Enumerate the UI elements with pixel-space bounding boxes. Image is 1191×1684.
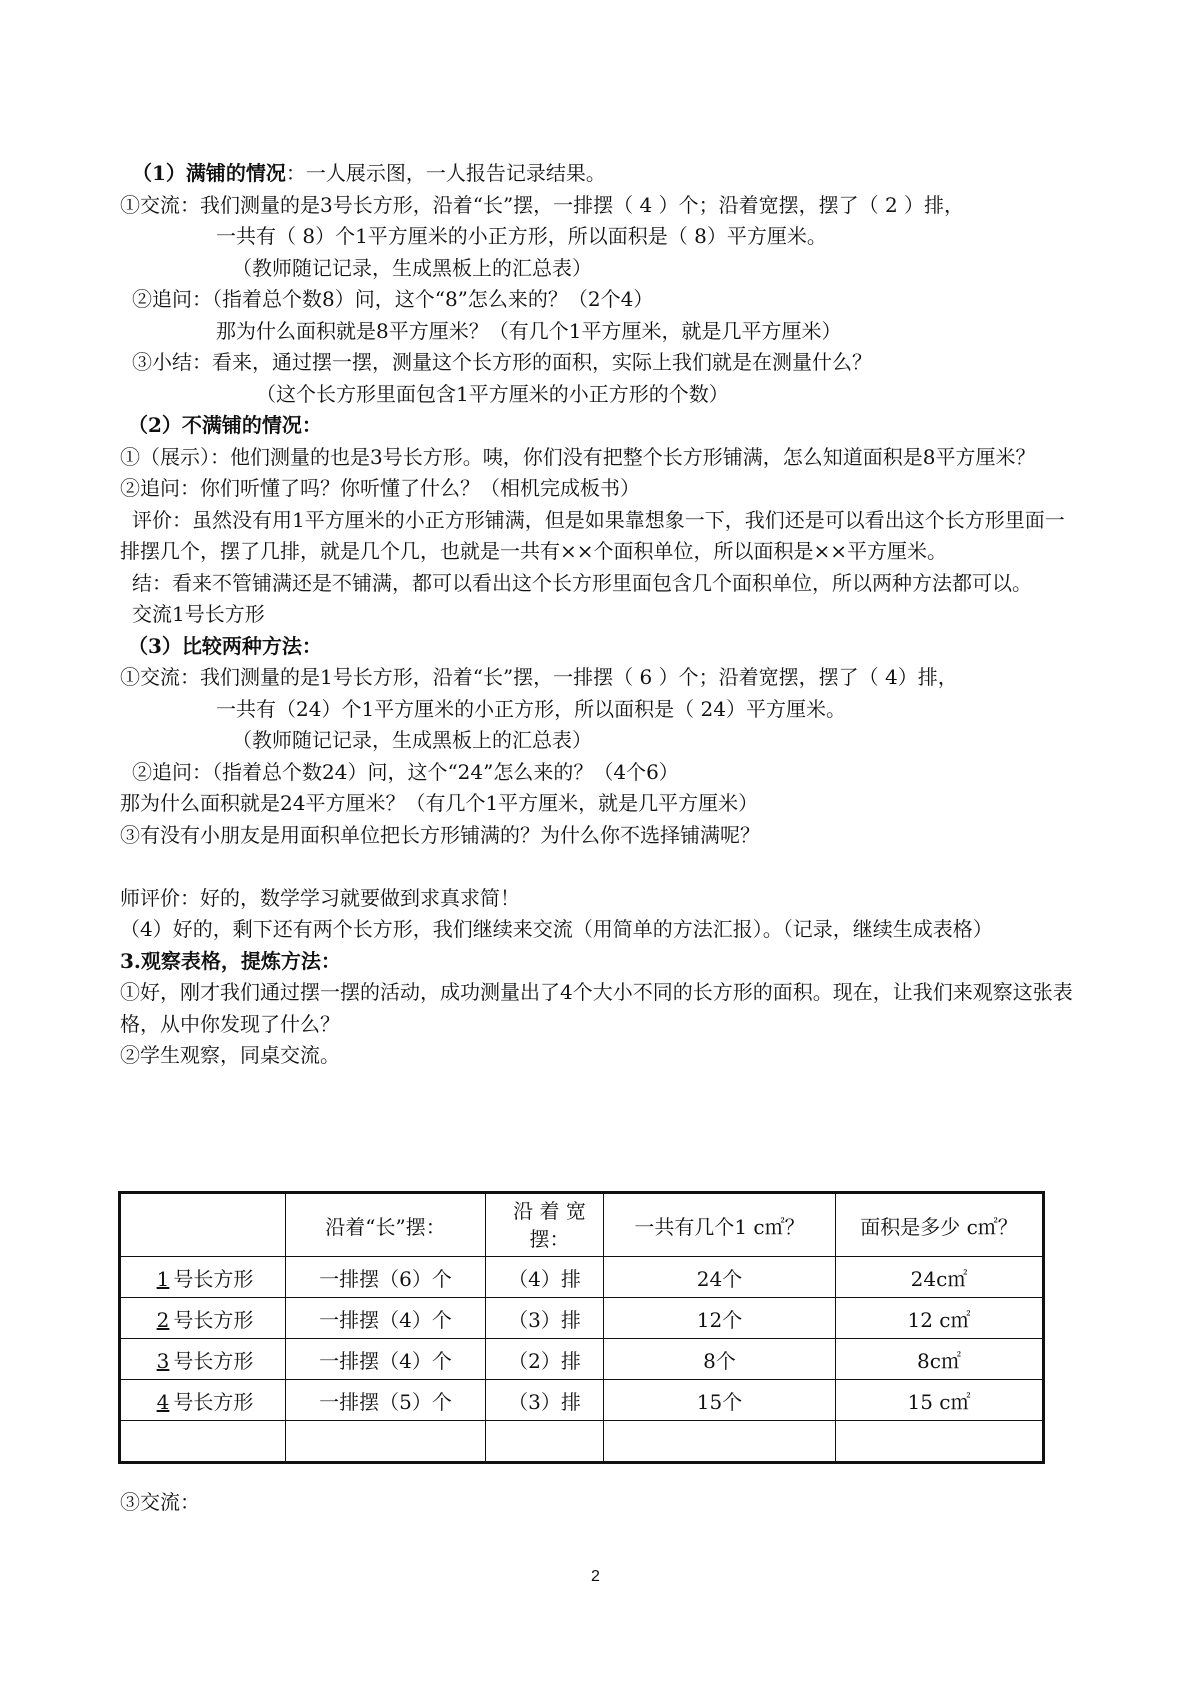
table-cell: 一排摆（4）个 — [286, 1339, 486, 1380]
table-cell: 一排摆（4）个 — [286, 1298, 486, 1339]
table-header-cell: 沿 着 宽 摆： — [486, 1193, 604, 1257]
table-cell-empty — [836, 1421, 1044, 1463]
document-body — [120, 158, 1080, 1072]
table-cell: 一排摆（5）个 — [286, 1380, 486, 1421]
section-4-heading: 3.观察表格，提炼方法： — [120, 948, 341, 973]
rect-number: 2 — [156, 1307, 170, 1332]
table-cell: （2）排 — [486, 1339, 604, 1380]
section-3-line-6: ③有没有小朋友是用面积单位把长方形铺满的？为什么你不选择铺满呢？ — [120, 822, 760, 847]
table-header-row — [120, 1193, 1044, 1257]
section-2-para-1: ①（展示）：他们测量的也是3号长方形。咦，你们没有把整个长方形铺满，怎么知道面积是8平方厘米？ — [120, 444, 1036, 469]
rect-number: 1 — [156, 1266, 170, 1291]
section-3-line-4: ②追问：（指着总个数24）问，这个“24”怎么来的？（4个6） — [132, 759, 679, 784]
table-cell-label — [120, 1380, 286, 1421]
table-cell: 15 c㎡ — [836, 1380, 1044, 1421]
table-cell: 15个 — [604, 1380, 836, 1421]
table-header-cell: 沿着“长”摆： — [286, 1193, 486, 1257]
table-cell-label — [120, 1339, 286, 1380]
table-row — [120, 1339, 1044, 1380]
section-3-line-5: 那为什么面积就是24平方厘米？（有几个1平方厘米，就是几平方厘米） — [120, 791, 759, 815]
section-1-heading-rest: ：一人展示图，一人报告记录结果。 — [285, 161, 606, 185]
table-header-cell — [120, 1193, 286, 1257]
table-cell-empty — [604, 1421, 836, 1463]
section-3-line-1: ①交流：我们测量的是1号长方形，沿着“长”摆，一排摆（ 6 ）个；沿着宽摆，摆了（ 4）排， — [120, 665, 958, 689]
summary-table — [118, 1191, 1045, 1464]
section-3-line-3: （教师随记记录，生成黑板上的汇总表） — [232, 728, 592, 752]
section-1-line-4: ②追问：（指着总个数8）问，这个“8”怎么来的？（2个4） — [132, 287, 654, 311]
table-cell-label — [120, 1257, 286, 1298]
section-1-line-1: ①交流：我们测量的是3号长方形，沿着“长”摆，一排摆（ 4 ）个；沿着宽摆，摆了（ 2 ）排， — [120, 192, 965, 217]
table-cell: 24个 — [604, 1257, 836, 1298]
table-cell: 8c㎡ — [836, 1339, 1044, 1380]
table-row — [120, 1298, 1044, 1339]
section-1-line-2: 一共有（ 8）个1平方厘米的小正方形，所以面积是（ 8）平方厘米。 — [216, 224, 827, 248]
section-1-line-5: 那为什么面积就是8平方厘米？（有几个1平方厘米，就是几平方厘米） — [216, 318, 842, 343]
table-cell: 8个 — [604, 1339, 836, 1380]
rect-suffix: 号长方形 — [173, 1266, 254, 1291]
section-1-line-3: （教师随记记录，生成黑板上的汇总表） — [232, 255, 592, 280]
table-cell-empty — [286, 1421, 486, 1463]
section-3-line-8: （4）好的，剩下还有两个长方形，我们继续来交流（用简单的方法汇报）。（记录，继续生成表格） — [120, 917, 993, 941]
rect-number: 3 — [156, 1348, 170, 1373]
table-empty-row — [120, 1421, 1044, 1463]
rect-number: 4 — [156, 1389, 170, 1414]
section-3-line-7: 师评价：好的，数学学习就要做到求真求简！ — [120, 885, 520, 910]
rect-suffix: 号长方形 — [173, 1348, 254, 1373]
table-cell-empty — [120, 1421, 286, 1463]
rect-suffix: 号长方形 — [173, 1389, 254, 1414]
rect-suffix: 号长方形 — [173, 1307, 254, 1332]
section-2-para-2: ②追问：你们听懂了吗？你听懂了什么？（相机完成板书） — [120, 476, 640, 500]
table-cell: （4）排 — [486, 1257, 604, 1298]
table-cell: （3）排 — [486, 1298, 604, 1339]
table-cell-label — [120, 1298, 286, 1339]
section-1-heading-line — [120, 158, 1080, 190]
table-cell: 一排摆（6）个 — [286, 1257, 486, 1298]
table-cell-empty — [486, 1421, 604, 1463]
table-row — [120, 1257, 1044, 1298]
section-3-heading: （3）比较两种方法： — [128, 633, 322, 658]
page-number: 2 — [591, 1568, 600, 1585]
table-header-cell: 一共有几个1 c㎡？ — [604, 1193, 836, 1257]
section-3-line-2: 一共有（24）个1平方厘米的小正方形，所以面积是（ 24）平方厘米。 — [216, 696, 846, 721]
table-cell: 24c㎡ — [836, 1257, 1044, 1298]
after-table-text: ③交流： — [120, 1490, 200, 1514]
section-2-para-3: 评价：虽然没有用1平方厘米的小正方形铺满，但是如果靠想象一下，我们还是可以看出这个长方形里面一排摆几个，摆了几排，就是几个几，也就是一共有××个面积单位，所以面积是××平方厘米。 — [120, 507, 1065, 563]
section-1-heading: （1）满铺的情况 — [132, 161, 286, 185]
section-2-para-5: 交流1号长方形 — [132, 602, 265, 626]
section-4-para-2: ②学生观察，同桌交流。 — [120, 1043, 340, 1067]
table-row — [120, 1380, 1044, 1421]
table-cell: 12 c㎡ — [836, 1298, 1044, 1339]
table-header-cell: 面积是多少 c㎡？ — [836, 1193, 1044, 1257]
section-1-line-6: ③小结：看来，通过摆一摆，测量这个长方形的面积，实际上我们就是在测量什么？ — [132, 350, 872, 374]
section-2-heading: （2）不满铺的情况： — [128, 413, 322, 437]
blank-line — [120, 851, 1080, 883]
section-4-para-1: ①好，刚才我们通过摆一摆的活动，成功测量出了4个大小不同的长方形的面积。现在，让我们来观察这张表格，从中你发现了什么？ — [120, 980, 1073, 1036]
table-cell: （3）排 — [486, 1380, 604, 1421]
section-2-para-4: 结：看来不管铺满还是不铺满，都可以看出这个长方形里面包含几个面积单位，所以两种方法都可以。 — [132, 570, 1032, 595]
section-1-line-7: （这个长方形里面包含1平方厘米的小正方形的个数） — [256, 381, 729, 406]
table-cell: 12个 — [604, 1298, 836, 1339]
